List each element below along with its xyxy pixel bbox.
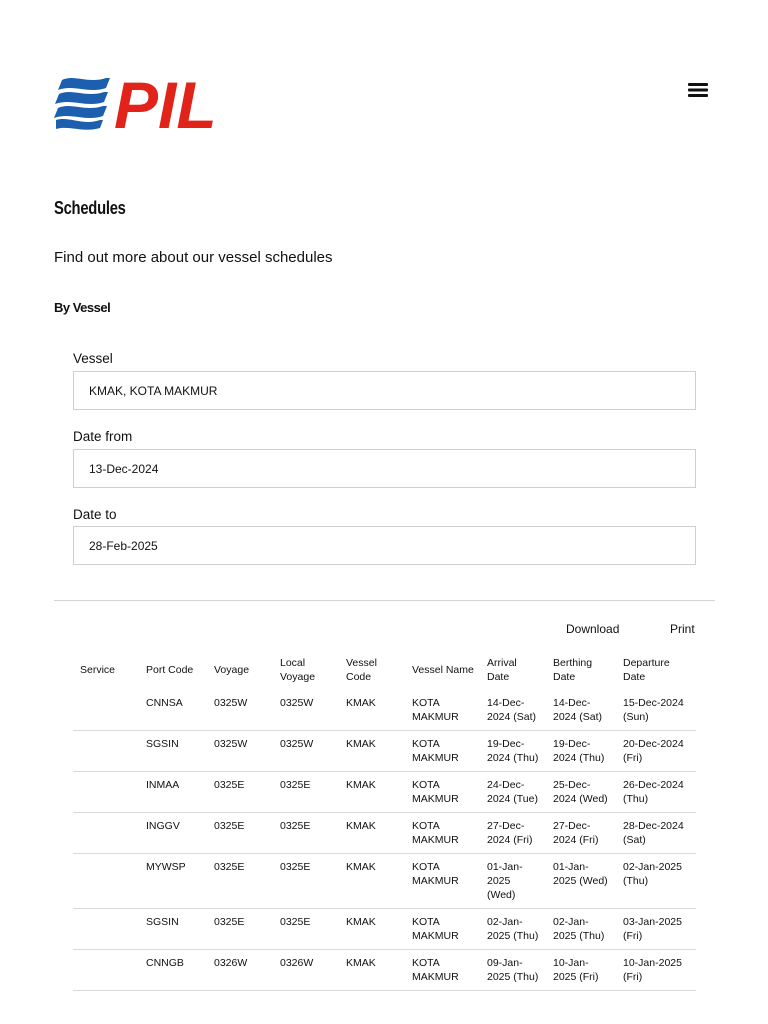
table-cell bbox=[73, 813, 139, 854]
schedule-table bbox=[73, 648, 696, 991]
logo-text: PIL bbox=[114, 72, 217, 132]
col-header: Vessel Code bbox=[346, 657, 377, 683]
table-cell: KOTA MAKMUR bbox=[412, 861, 459, 887]
table-cell: 26-Dec-2024 (Thu) bbox=[623, 779, 684, 805]
section-divider bbox=[54, 600, 715, 601]
table-header-row bbox=[73, 648, 696, 694]
page-title: Schedules bbox=[54, 198, 126, 218]
table-cell: 02-Jan-2025 (Thu) bbox=[623, 861, 682, 887]
col-header: Voyage bbox=[214, 664, 250, 676]
section-title: By Vessel bbox=[54, 300, 111, 315]
date-from-input[interactable] bbox=[73, 449, 696, 488]
table-cell: MYWSP bbox=[146, 861, 186, 873]
table-cell: KMAK bbox=[346, 779, 376, 791]
table-cell: 19-Dec-2024 (Thu) bbox=[487, 738, 539, 764]
table-cell: KOTA MAKMUR bbox=[412, 738, 459, 764]
pil-logo[interactable] bbox=[54, 72, 226, 132]
table-cell: KMAK bbox=[346, 738, 376, 750]
page-subtitle: Find out more about our vessel schedules bbox=[54, 249, 333, 266]
table-cell: KMAK bbox=[346, 861, 376, 873]
col-header: Vessel Name bbox=[412, 664, 474, 676]
table-cell bbox=[73, 772, 139, 813]
table-row bbox=[73, 813, 696, 854]
table-cell: CNNGB bbox=[146, 957, 184, 969]
table-cell bbox=[73, 909, 139, 950]
col-header: Local Voyage bbox=[280, 657, 316, 683]
table-cell: 14-Dec-2024 (Sat) bbox=[487, 697, 537, 723]
table-cell: 03-Jan-2025 (Fri) bbox=[623, 916, 682, 942]
col-header: Departure Date bbox=[623, 657, 670, 683]
date-to-input[interactable] bbox=[73, 526, 696, 565]
table-cell: 0325E bbox=[214, 820, 245, 832]
table-cell: KOTA MAKMUR bbox=[412, 916, 459, 942]
table-row bbox=[73, 909, 696, 950]
col-header: Port Code bbox=[146, 664, 194, 676]
table-row bbox=[73, 772, 696, 813]
date-from-label: Date from bbox=[73, 429, 133, 444]
table-cell: INMAA bbox=[146, 779, 180, 791]
table-cell: 20-Dec-2024 (Fri) bbox=[623, 738, 684, 764]
table-cell: 0325W bbox=[214, 697, 248, 709]
table-cell: 0325E bbox=[280, 820, 311, 832]
table-cell: 27-Dec-2024 (Fri) bbox=[487, 820, 533, 846]
table-cell: CNNSA bbox=[146, 697, 183, 709]
table-cell: 0326W bbox=[280, 957, 314, 969]
table-cell: 01-Jan-2025 (Wed) bbox=[487, 861, 523, 901]
hamburger-menu-icon bbox=[684, 78, 712, 102]
table-cell: KOTA MAKMUR bbox=[412, 697, 459, 723]
table-cell: 28-Dec-2024 (Sat) bbox=[623, 820, 684, 846]
vessel-input[interactable] bbox=[73, 371, 696, 410]
table-cell: KOTA MAKMUR bbox=[412, 779, 459, 805]
print-link[interactable]: Print bbox=[670, 622, 695, 636]
table-cell: 0325E bbox=[214, 779, 245, 791]
table-cell: 01-Jan-2025 (Wed) bbox=[553, 861, 608, 887]
table-cell: KOTA MAKMUR bbox=[412, 957, 459, 983]
table-cell: 09-Jan-2025 (Thu) bbox=[487, 957, 539, 983]
table-cell: 10-Jan-2025 (Fri) bbox=[553, 957, 599, 983]
table-cell: 0325E bbox=[280, 779, 311, 791]
table-row bbox=[73, 731, 696, 772]
table-cell: 15-Dec-2024 (Sun) bbox=[623, 697, 684, 723]
table-cell: 0325E bbox=[214, 861, 245, 873]
table-row bbox=[73, 950, 696, 991]
table-cell: 14-Dec-2024 (Sat) bbox=[553, 697, 603, 723]
table-cell: 24-Dec-2024 (Tue) bbox=[487, 779, 538, 805]
date-to-label: Date to bbox=[73, 507, 117, 522]
pil-logo-graphic bbox=[54, 72, 226, 132]
table-cell: 19-Dec-2024 (Thu) bbox=[553, 738, 605, 764]
table-row bbox=[73, 854, 696, 909]
table-cell: SGSIN bbox=[146, 916, 179, 928]
table-cell: 0325E bbox=[280, 861, 311, 873]
table-cell: KMAK bbox=[346, 957, 376, 969]
table-cell: 02-Jan-2025 (Thu) bbox=[487, 916, 539, 942]
table-cell: 0325E bbox=[280, 916, 311, 928]
table-cell: KOTA MAKMUR bbox=[412, 820, 459, 846]
table-cell: KMAK bbox=[346, 916, 376, 928]
col-header: Arrival Date bbox=[487, 657, 517, 683]
table-row bbox=[73, 694, 696, 731]
table-cell: 0325W bbox=[214, 738, 248, 750]
table-cell: 02-Jan-2025 (Thu) bbox=[553, 916, 605, 942]
table-cell: 0325W bbox=[280, 738, 314, 750]
table-cell bbox=[73, 950, 139, 991]
table-cell bbox=[73, 731, 139, 772]
table-cell bbox=[73, 694, 139, 731]
table-cell: KMAK bbox=[346, 820, 376, 832]
table-cell: 27-Dec-2024 (Fri) bbox=[553, 820, 599, 846]
table-cell: 25-Dec-2024 (Wed) bbox=[553, 779, 608, 805]
table-cell: 0326W bbox=[214, 957, 248, 969]
col-header: Service bbox=[80, 664, 116, 676]
download-link[interactable]: Download bbox=[566, 622, 620, 636]
table-cell: 0325E bbox=[214, 916, 245, 928]
table-cell: 0325W bbox=[280, 697, 314, 709]
col-header: Berthing Date bbox=[553, 657, 593, 683]
table-cell: SGSIN bbox=[146, 738, 179, 750]
table-cell: KMAK bbox=[346, 697, 376, 709]
table-cell: 10-Jan-2025 (Fri) bbox=[623, 957, 682, 983]
table-cell: INGGV bbox=[146, 820, 180, 832]
table-cell bbox=[73, 854, 139, 909]
vessel-label: Vessel bbox=[73, 351, 113, 366]
hamburger-menu-button[interactable] bbox=[684, 78, 712, 102]
